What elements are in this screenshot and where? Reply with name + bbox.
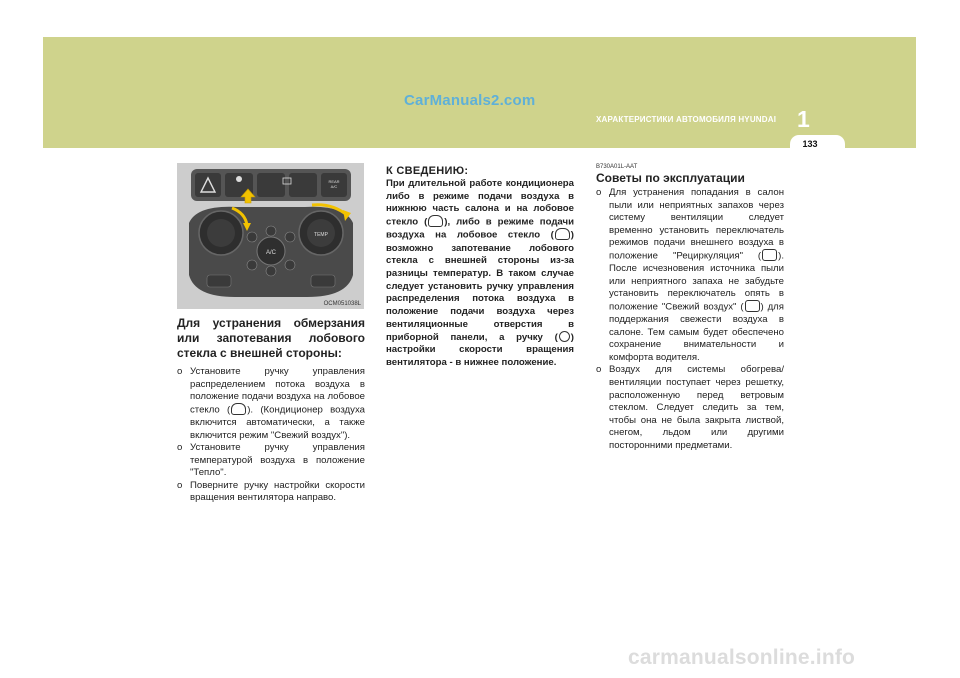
bottom-watermark[interactable]: carmanualsonline.info [628, 646, 856, 669]
page-number: 133 [802, 139, 818, 149]
windshield-defrost-icon [555, 228, 570, 240]
list-item: o Поверните ручку настройки скорости вращения вентилятора направо. [177, 479, 365, 504]
section-code: B730A01L-AAT [596, 164, 638, 170]
list-item: o Воздух для системы обогрева/вентиляции поступает через решетку, расположенную перед ветровым стеклом. Следует следить за тем, чтобы она не была закрыта листвой, снегом, льдом или другими посторонними предметами. [596, 364, 784, 451]
tips-heading: Советы по эксплуатации [596, 171, 745, 185]
list-item: o Установите ручку управления температурой воздуха в положение "Тепло". [177, 442, 365, 479]
rear-ac-button-label: REAR [328, 179, 340, 184]
svg-text:A/C: A/C [330, 184, 338, 189]
windshield-defrost-icon [231, 403, 246, 415]
left-heading: Для устранения обмерзания или запотевания лобового стекла с внешней стороны: [177, 316, 365, 360]
left-column [177, 316, 365, 505]
notice-heading: К СВЕДЕНИЮ: [386, 165, 469, 177]
recirculation-icon [762, 249, 777, 261]
figure-code: OCM051038L [323, 301, 361, 307]
right-column [596, 164, 784, 453]
notice-text: При длительной работе кондиционера либо в режиме подачи воздуха в нижнюю часть салона и на лобовое стекло ( ), либо в режиме подачи воздуха на лобовое стекло ( ) возможно запотевание лобового стекла с внешней стороны из-за разницы температур. В таком случае следует установить ручку управления распределения потока воздуха в положение подачи воздуха через вентиляционные отверстия в приборной панели, а ручку ( ) настройки скорости вращения вентилятора - в нижнее положение. [386, 178, 574, 368]
top-watermark[interactable]: CarManuals2.com [404, 92, 536, 109]
fan-knob-icon [559, 331, 570, 342]
chapter-title: ХАРАКТЕРИСТИКИ АВТОМОБИЛЯ HYUNDAI [596, 115, 777, 124]
climate-control-figure [177, 163, 364, 309]
middle-column [386, 165, 574, 370]
left-bullets [177, 366, 365, 505]
list-item: o Установите ручку управления распределением потока воздуха в положение подачи воздуха на лобовое стекло ( ). (Кондиционер воздуха включится автоматически, а также включится режим "Свежий воздух"). [177, 366, 365, 441]
chapter-number: 1 [797, 106, 810, 132]
floor-defrost-icon [428, 215, 443, 227]
list-item: o Для устранения попадания в салон пыли или неприятных запахов через систему вентиляции следует временно установить переключатель режимов подачи внешнего воздуха в положение "Рециркуляция" ( ). После исчезновения источника пыли или неприятного запаха не забудьте установить переключатель опять в положение "Свежий воздух" ( ) для поддержания свежести воздуха в салоне. Тем самым будет обеспечено сохранение внимательности и комфорта водителя. [596, 187, 784, 363]
right-bullets [596, 187, 784, 453]
temp-label: TEMP [314, 232, 328, 238]
fresh-air-icon [745, 300, 760, 312]
ac-button-label: A/C [265, 250, 277, 256]
climate-panel-drawing [177, 163, 364, 309]
